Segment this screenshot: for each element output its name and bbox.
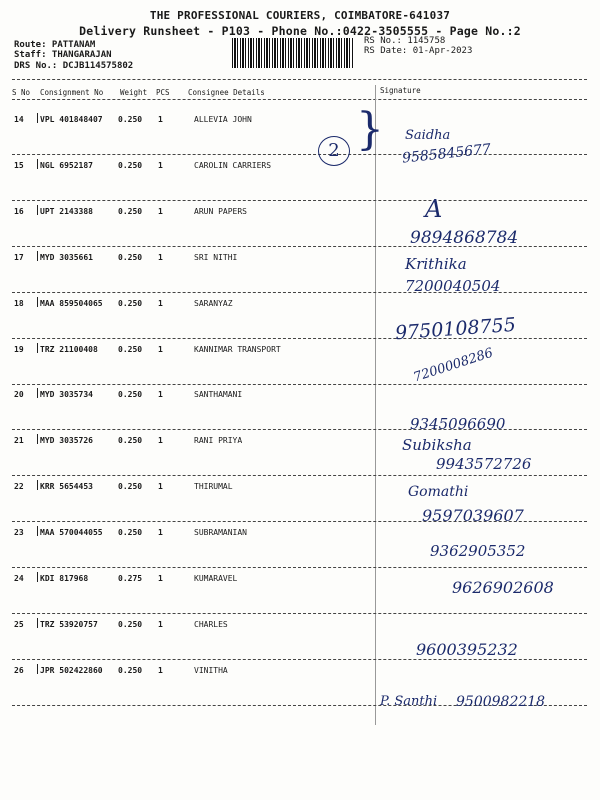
row-tick [37, 664, 38, 674]
signature-25-phone: 9600395232 [416, 640, 518, 659]
signature-19-phone: 7200008286 [411, 345, 496, 386]
company-title: THE PROFESSIONAL COURIERS, COIMBATORE-641037 [149, 9, 451, 22]
signature-21-phone: 9943572726 [436, 455, 532, 473]
row-pcs: 1 [158, 482, 163, 492]
signature-17-phone: 7200040504 [405, 277, 501, 295]
row-sno: 14 [14, 115, 24, 124]
row-tick [37, 572, 38, 582]
col-weight: Weight [120, 88, 148, 97]
col-pcs: PCS [156, 88, 170, 97]
staff-label: Staff: THANGARAJAN [14, 50, 112, 60]
row-weight: 0.250 [118, 160, 143, 170]
row-tick [37, 526, 38, 536]
row-pcs: 1 [158, 574, 163, 583]
row-consignment-no: NGL 6952187 [40, 160, 93, 170]
row-sno: 17 [14, 252, 24, 262]
row-consignee: KANNIMAR TRANSPORT [194, 344, 281, 354]
row-pcs: 1 [158, 115, 163, 124]
signature-22-name: Gomathi [408, 484, 469, 500]
row-consignment-no: TRZ 21100408 [40, 344, 98, 354]
signature-22-phone: 9597039607 [422, 506, 524, 525]
row-consignment-no: KRR 5654453 [40, 482, 93, 492]
row-tick [37, 388, 38, 398]
row-pcs: 1 [158, 344, 163, 354]
row-divider [12, 384, 587, 385]
signature-23-phone: 9362905352 [430, 542, 526, 560]
row-tick [37, 113, 38, 123]
row-sno: 16 [14, 206, 24, 216]
row-weight: 0.250 [118, 528, 143, 538]
row-weight: 0.275 [118, 574, 143, 583]
row-consignment-no: MYD 3035734 [40, 390, 93, 400]
row-pcs: 1 [158, 298, 163, 308]
row-pcs: 1 [158, 528, 163, 538]
brace-mark: } [356, 104, 384, 155]
row-weight: 0.250 [118, 665, 143, 675]
row-tick [37, 251, 38, 261]
row-weight: 0.250 [118, 390, 143, 400]
signature-15-name: Saidha [405, 128, 451, 143]
row-consignee: ARUN PAPERS [194, 206, 247, 216]
signature-15-phone: 9585845677 [401, 141, 492, 167]
row-consignee: KUMARAVEL [194, 574, 238, 583]
row-consignment-no: MYD 3035726 [40, 436, 93, 446]
row-sno: 26 [14, 665, 24, 675]
barcode-image [232, 38, 354, 68]
signature-16-name: A [425, 195, 443, 223]
row-weight: 0.250 [118, 115, 143, 124]
drs-label: DRS No.: DCJB114575802 [14, 61, 134, 71]
row-consignee: ALLEVIA JOHN [194, 115, 252, 124]
row-weight: 0.250 [118, 344, 143, 354]
row-consignment-no: TRZ 53920757 [40, 619, 98, 629]
row-consignment-no: UPT 2143388 [40, 206, 93, 216]
row-divider [12, 154, 587, 155]
row-divider [12, 200, 587, 201]
row-pcs: 1 [158, 160, 163, 170]
row-pcs: 1 [158, 206, 163, 216]
signature-26-name: P. Santhi [380, 694, 438, 709]
row-sno: 24 [14, 574, 24, 583]
row-consignment-no: JPR 502422860 [40, 665, 103, 675]
row-consignee: THIRUMAL [194, 482, 233, 492]
row-tick [37, 205, 38, 215]
signature-20-phone: 9345096690 [410, 415, 506, 433]
row-consignment-no: MAA 859504065 [40, 298, 103, 308]
header-divider-bottom [12, 99, 587, 100]
runsheet-subtitle: Delivery Runsheet - P103 - Phone No.:0422-3505555 - Page No.:2 [79, 24, 521, 38]
row-consignee: SUBRAMANIAN [194, 528, 247, 538]
row-weight: 0.250 [118, 252, 143, 262]
row-weight: 0.250 [118, 482, 143, 492]
row-divider [12, 338, 587, 339]
row-weight: 0.250 [118, 298, 143, 308]
row-consignment-no: MAA 570044055 [40, 528, 103, 538]
row-consignee: SANTHAMANI [194, 390, 243, 400]
signature-26-phone: 9500982218 [456, 694, 546, 710]
header-divider-top [12, 79, 587, 80]
col-consignment: Consignment No [40, 88, 104, 97]
row-divider [12, 613, 587, 614]
signature-21-name: Subiksha [402, 436, 472, 454]
signature-18-phone: 9750108755 [394, 313, 517, 345]
row-tick [37, 343, 38, 353]
row-sno: 22 [14, 482, 24, 492]
row-weight: 0.250 [118, 619, 143, 629]
row-sno: 18 [14, 298, 24, 308]
row-sno: 19 [14, 344, 24, 354]
row-pcs: 1 [158, 252, 163, 262]
row-pcs: 1 [158, 436, 163, 446]
row-pcs: 1 [158, 619, 163, 629]
circled-page-mark: 2 [318, 136, 350, 166]
col-consignee: Consignee Details [188, 88, 265, 97]
rs-number: RS No.: 1145758 [364, 36, 446, 46]
row-pcs: 1 [158, 390, 163, 400]
row-tick [37, 434, 38, 444]
row-tick [37, 480, 38, 490]
row-tick [37, 159, 38, 169]
row-consignment-no: MYD 3035661 [40, 252, 93, 262]
row-divider [12, 567, 587, 568]
row-consignee: CAROLIN CARRIERS [194, 160, 272, 170]
row-sno: 25 [14, 619, 24, 629]
row-sno: 21 [14, 436, 24, 446]
row-tick [37, 618, 38, 628]
row-consignee: SARANYAZ [194, 298, 233, 308]
row-weight: 0.250 [118, 436, 143, 446]
route-label: Route: PATTANAM [14, 40, 96, 50]
row-divider [12, 475, 587, 476]
rs-date: RS Date: 01-Apr-2023 [364, 46, 473, 56]
row-consignee: RANI PRIYA [194, 436, 243, 446]
signature-24-phone: 9626902608 [452, 578, 554, 597]
row-consignee: VINITHA [194, 665, 228, 675]
signature-16-phone: 9894868784 [410, 228, 519, 248]
row-pcs: 1 [158, 665, 163, 675]
row-consignment-no: KDI 817968 [40, 574, 89, 583]
row-sno: 15 [14, 160, 24, 170]
row-divider [12, 292, 587, 293]
col-signature: Signature [380, 86, 421, 95]
col-sno: S No [12, 88, 31, 97]
row-sno: 23 [14, 528, 24, 538]
signature-17-name: Krithika [405, 255, 467, 273]
row-consignee: CHARLES [194, 619, 228, 629]
row-weight: 0.250 [118, 206, 143, 216]
row-consignee: SRI NITHI [194, 252, 238, 262]
row-sno: 20 [14, 390, 24, 400]
row-divider [12, 659, 587, 660]
row-tick [37, 297, 38, 307]
row-consignment-no: VPL 401848407 [40, 115, 103, 124]
